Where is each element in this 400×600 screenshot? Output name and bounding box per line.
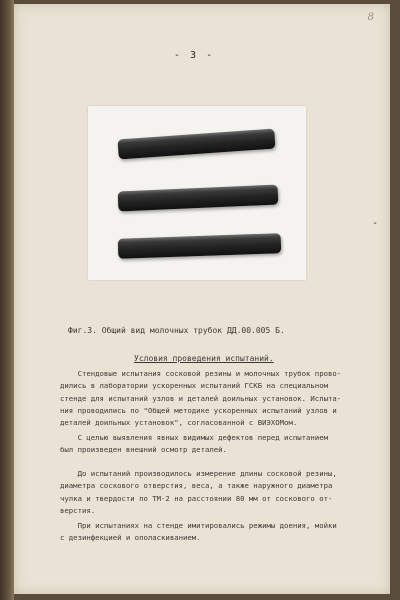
- milk-tube-bottom: [118, 233, 282, 259]
- figure-caption: Фиг.3. Общий вид молочных трубок ДД.00.005 Б.: [68, 326, 285, 335]
- document-page: [14, 4, 390, 594]
- page-number: - 3 -: [174, 50, 215, 61]
- paragraph-inspection: С целью выявления явных видимых дефектов перед испытанием был произведен внешний осмотр деталей.: [60, 433, 328, 455]
- book-binding: [0, 0, 14, 600]
- paragraph-measurements: До испытаний производилось измерение длины сосковой резины, диаметра соскового отверстия, веса, а также наружного диаметра чулка и твердости по ТМ-2 на расстоянии 80 мм от соскового от- верстия.: [60, 469, 337, 515]
- margin-mark: -: [371, 218, 378, 229]
- section-title: Условия проведения испытаний.: [134, 354, 274, 363]
- milk-tube-middle: [118, 185, 279, 212]
- paragraph-test-setup: Стендовые испытания сосковой резины и молочных трубок прово- дились в лаборатории ускоренных испытаний ГСКБ на специальном стенде для испытаний узлов и деталей доильных установок. Испыта- ния проводились по "Общей методике ускоренных испытаний узлов и деталей доильных установок", согласованной с ВИЭХОМом.: [60, 369, 342, 428]
- paragraph-modes: При испытаниях на стенде имитировались режимы доения, мойки с дезинфекцией и ополаскиванием.: [60, 521, 337, 543]
- tubes-photo: [88, 106, 306, 280]
- archive-sheet-number: 8: [367, 12, 374, 23]
- milk-tube-top: [117, 129, 275, 160]
